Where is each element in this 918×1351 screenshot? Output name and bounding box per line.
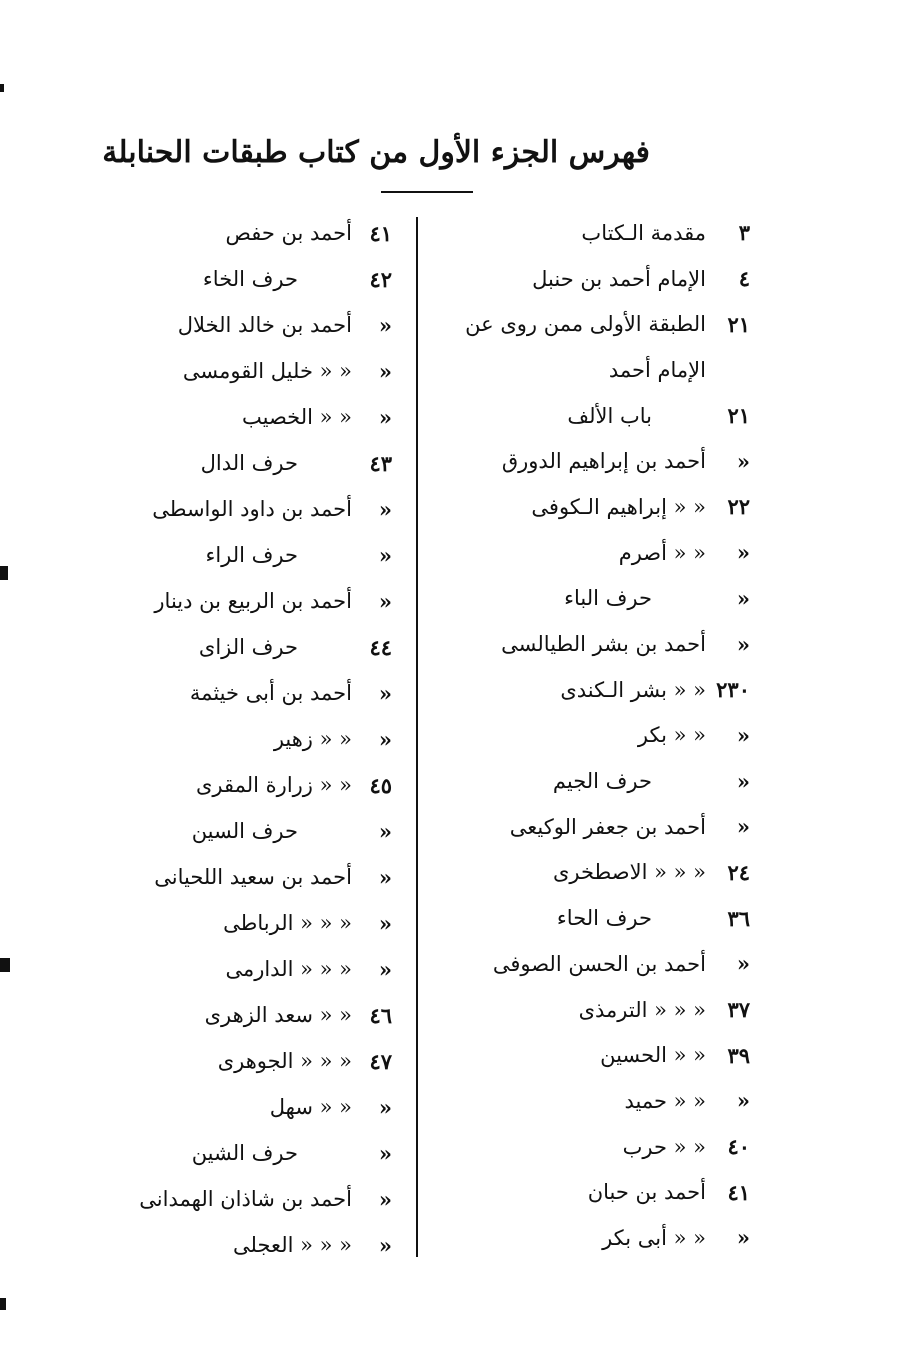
page-number: ٣٩ [727,1042,750,1068]
entry-text: أحمد بن حفص [225,221,352,245]
page-number: « [736,768,750,794]
page-number: « [378,404,392,430]
page-number: ٢٤ [727,859,750,885]
entry-text: أحمد بن إبراهيم الدورق [501,449,706,474]
page-number: « [736,540,750,566]
page-number: ٢١ [727,403,750,429]
page-number: « [736,448,750,474]
entry-text: « « « الدارمى [225,957,352,981]
section-heading: حرف الشين [191,1141,298,1165]
list-item [440,1169,750,1215]
entry-text: « « زهير [273,727,352,751]
page-number: « [378,312,392,338]
list-item [130,440,392,486]
page-number: ٣٧ [727,997,750,1023]
list-item [130,716,392,762]
page-number: « [378,588,392,614]
list-item [440,530,750,576]
section-heading: حرف الزاى [198,635,298,659]
page-number: « [378,1232,392,1258]
section-heading: باب الألف [567,403,652,428]
page-number: ٤٣ [369,450,392,476]
scan-mark [0,958,10,972]
entry-text: أحمد بن داود الواسطى [152,497,352,521]
list-item [440,393,750,439]
list-item [440,210,750,256]
list-item [440,621,750,667]
list-item [440,987,750,1033]
page-number: ٣٦ [727,905,750,931]
list-item [440,895,750,941]
page-number: « [378,1094,392,1120]
entry-text: مقدمة الـكتاب [581,220,706,245]
right-column [440,210,750,1261]
page-number: ٤٥ [369,772,392,798]
list-item [440,347,750,393]
page-title: فهرس الجزء الأول من كتاب طبقات الحنابلة [102,135,650,170]
list-item [130,946,392,992]
entry-text: أحمد بن بشر الطيالسى [501,632,706,657]
list-item [130,1130,392,1176]
left-column [130,210,392,1268]
list-item [440,438,750,484]
page-number: « [378,358,392,384]
scan-mark [0,1298,6,1310]
page-number: « [378,956,392,982]
list-item [440,850,750,896]
entry-text: أحمد بن أبى خيثمة [189,681,352,705]
entry-text: « « سهل [269,1095,352,1119]
list-item [440,667,750,713]
list-item [440,1078,750,1124]
entry-text: أحمد بن شاذان الهمدانى [139,1187,352,1211]
list-item [130,624,392,670]
title-underline [381,191,473,193]
page-number: ٢١ [727,311,750,337]
page-number: ٤٦ [369,1002,392,1028]
entry-text: أحمد بن الحسن الصوفى [492,951,706,976]
page-number: « [378,680,392,706]
list-item [440,576,750,622]
page-number: « [736,951,750,977]
entry-text: « « الخصيب [241,405,352,429]
page-number: « [378,542,392,568]
page-number: ٤٧ [369,1048,392,1074]
entry-text: أحمد بن حبان [587,1180,706,1205]
list-item [130,670,392,716]
list-item [130,854,392,900]
page-number: « [736,631,750,657]
list-item [440,1124,750,1170]
section-heading: حرف الحاء [556,906,652,931]
page-number: « [378,910,392,936]
entry-text: أحمد بن سعيد اللحيانى [154,865,352,889]
page-number: « [736,722,750,748]
list-item [130,1084,392,1130]
page-number: « [378,1140,392,1166]
page-number: ٣ [738,220,750,246]
page-number: « [378,1186,392,1212]
list-item [440,301,750,347]
page-number: « [378,496,392,522]
entry-text: أحمد بن جعفر الوكيعى [509,814,706,839]
section-heading: حرف الراء [205,543,298,567]
entry-text: « « حميد [624,1088,706,1113]
entry-text: « « زرارة المقرى [195,773,352,797]
entry-text: « « « الترمذى [578,997,706,1022]
entry-text: الطبقة الأولى ممن روى عن [465,312,706,337]
list-item [130,900,392,946]
list-item [440,713,750,759]
column-divider [416,217,418,1257]
list-item [440,941,750,987]
page-number: ٤٤ [369,634,392,660]
list-item [130,808,392,854]
entry-text: « « الحسين [600,1043,706,1068]
page-number: « [378,726,392,752]
entry-text: أحمد بن الربيع بن دينار [154,589,352,613]
page-number: « [736,1225,750,1251]
page-number: ٢٣٠ [716,677,750,703]
page-number: « [736,1088,750,1114]
page-number: ٢٢ [727,494,750,520]
entry-text: « « بشر الـكندى [560,677,706,702]
entry-text: « « سعد الزهرى [204,1003,352,1027]
list-item [440,758,750,804]
list-item [130,256,392,302]
entry-text: « « أصرم [618,540,706,565]
page-number: ٤ [738,266,750,292]
entry-text: الإمام أحمد [608,357,706,382]
section-heading: حرف الجيم [552,769,652,794]
section-heading: حرف الدال [200,451,298,475]
entry-text: « « حرب [622,1134,706,1159]
page-number: « [378,864,392,890]
scan-mark [0,84,4,92]
entry-text: « « « الجوهرى [217,1049,352,1073]
list-item [440,256,750,302]
entry-text: أحمد بن خالد الخلال [177,313,352,337]
list-item [130,578,392,624]
entry-text: « « « العجلى [233,1233,352,1257]
scan-mark [0,566,8,580]
list-item [130,394,392,440]
list-item [130,486,392,532]
entry-text: « « إبراهيم الـكوفى [531,494,706,519]
list-item [440,1032,750,1078]
entry-text: « « خليل القومسى [182,359,352,383]
entry-text: « « « الاصطخرى [552,860,706,885]
list-item [440,804,750,850]
page-number: ٤١ [369,220,392,246]
list-item [440,1215,750,1261]
list-item [130,302,392,348]
list-item [440,484,750,530]
entry-text: « « أبى بكر [602,1225,706,1250]
entry-text: « « بكر [637,723,706,748]
section-heading: حرف السين [191,819,298,843]
list-item [130,348,392,394]
list-item [130,1038,392,1084]
list-item [130,992,392,1038]
page-number: ٤١ [727,1179,750,1205]
list-item [130,210,392,256]
list-item [130,762,392,808]
section-heading: حرف الباء [564,586,652,611]
list-item [130,1222,392,1268]
entry-text: « « « الرباطى [223,911,352,935]
page-number: ٤٢ [369,266,392,292]
list-item [130,532,392,578]
entry-text: الإمام أحمد بن حنبل [532,266,706,291]
page-number: « [736,585,750,611]
page-number: ٤٠ [727,1134,750,1160]
page-number: « [736,814,750,840]
list-item [130,1176,392,1222]
page-number: « [378,818,392,844]
section-heading: حرف الخاء [202,267,298,291]
